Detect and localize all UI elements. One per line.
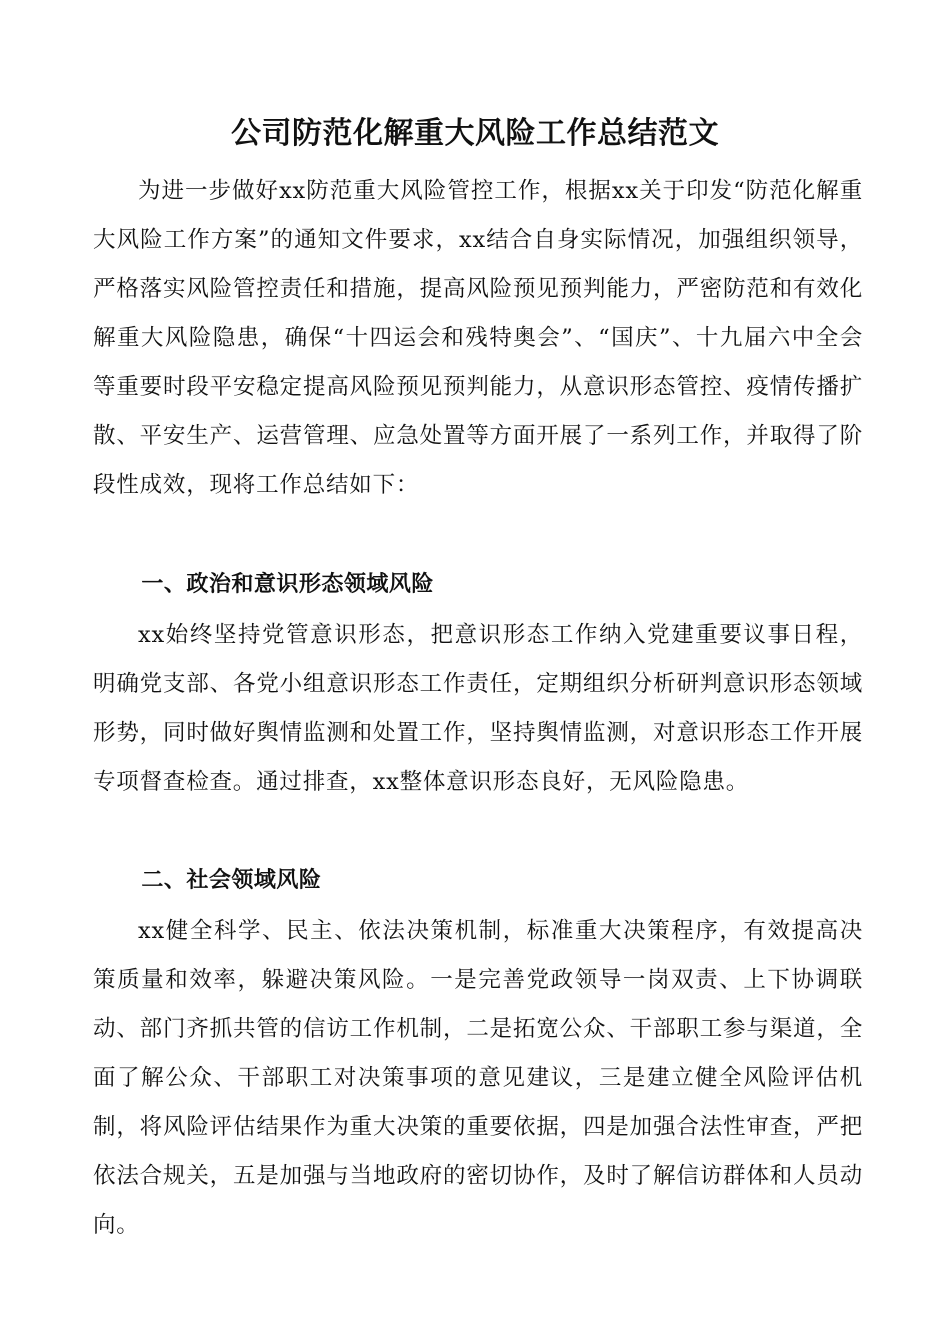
intro-paragraph: 为进一步做好xx防范重大风险管控工作，根据xx关于印发“防范化解重大风险工作方案”的通知文件要求，xx结合自身实际情况，加强组织领导，严格落实风险管控责任和措施，提高风险预见预判能力，严密防范和有效化解重大风险隐患，确保“十四运会和残特奥会”、“国庆”、十九届六中全会等重要时段平安稳定提高风险预见预判能力，从意识形态管控、疫情传播扩散、平安生产、运营管理、应急处置等方面开展了一系列工作，并取得了阶段性成效，现将工作总结如下： <box>93 178 863 498</box>
section-2-paragraph: xx健全科学、民主、依法决策机制，标准重大决策程序，有效提高决策质量和效率，躲避决策风险。一是完善党政领导一岗双责、上下协调联动、部门齐抓共管的信访工作机制，二是拓宽公众、干部职工参与渠道，全面了解公众、干部职工对决策事项的意见建议，三是建立健全风险评估机制，将风险评估结果作为重大决策的重要依据，四是加强合法性审查，严把依法合规关，五是加强与当地政府的密切协作，及时了解信访群体和人员动向。 <box>93 918 863 1238</box>
section-2-heading: 二、社会领域风险 <box>141 868 322 893</box>
section-1-paragraph: xx始终坚持党管意识形态，把意识形态工作纳入党建重要议事日程，明确党支部、各党小组意识形态工作责任，定期组织分析研判意识形态领域形势，同时做好舆情监测和处置工作，坚持舆情监测，对意识形态工作开展专项督查检查。通过排查，xx整体意识形态良好，无风险隐患。 <box>93 622 863 795</box>
document-title: 公司防范化解重大风险工作总结范文 <box>231 116 719 151</box>
section-1-heading: 一、政治和意识形态领域风险 <box>141 572 434 597</box>
